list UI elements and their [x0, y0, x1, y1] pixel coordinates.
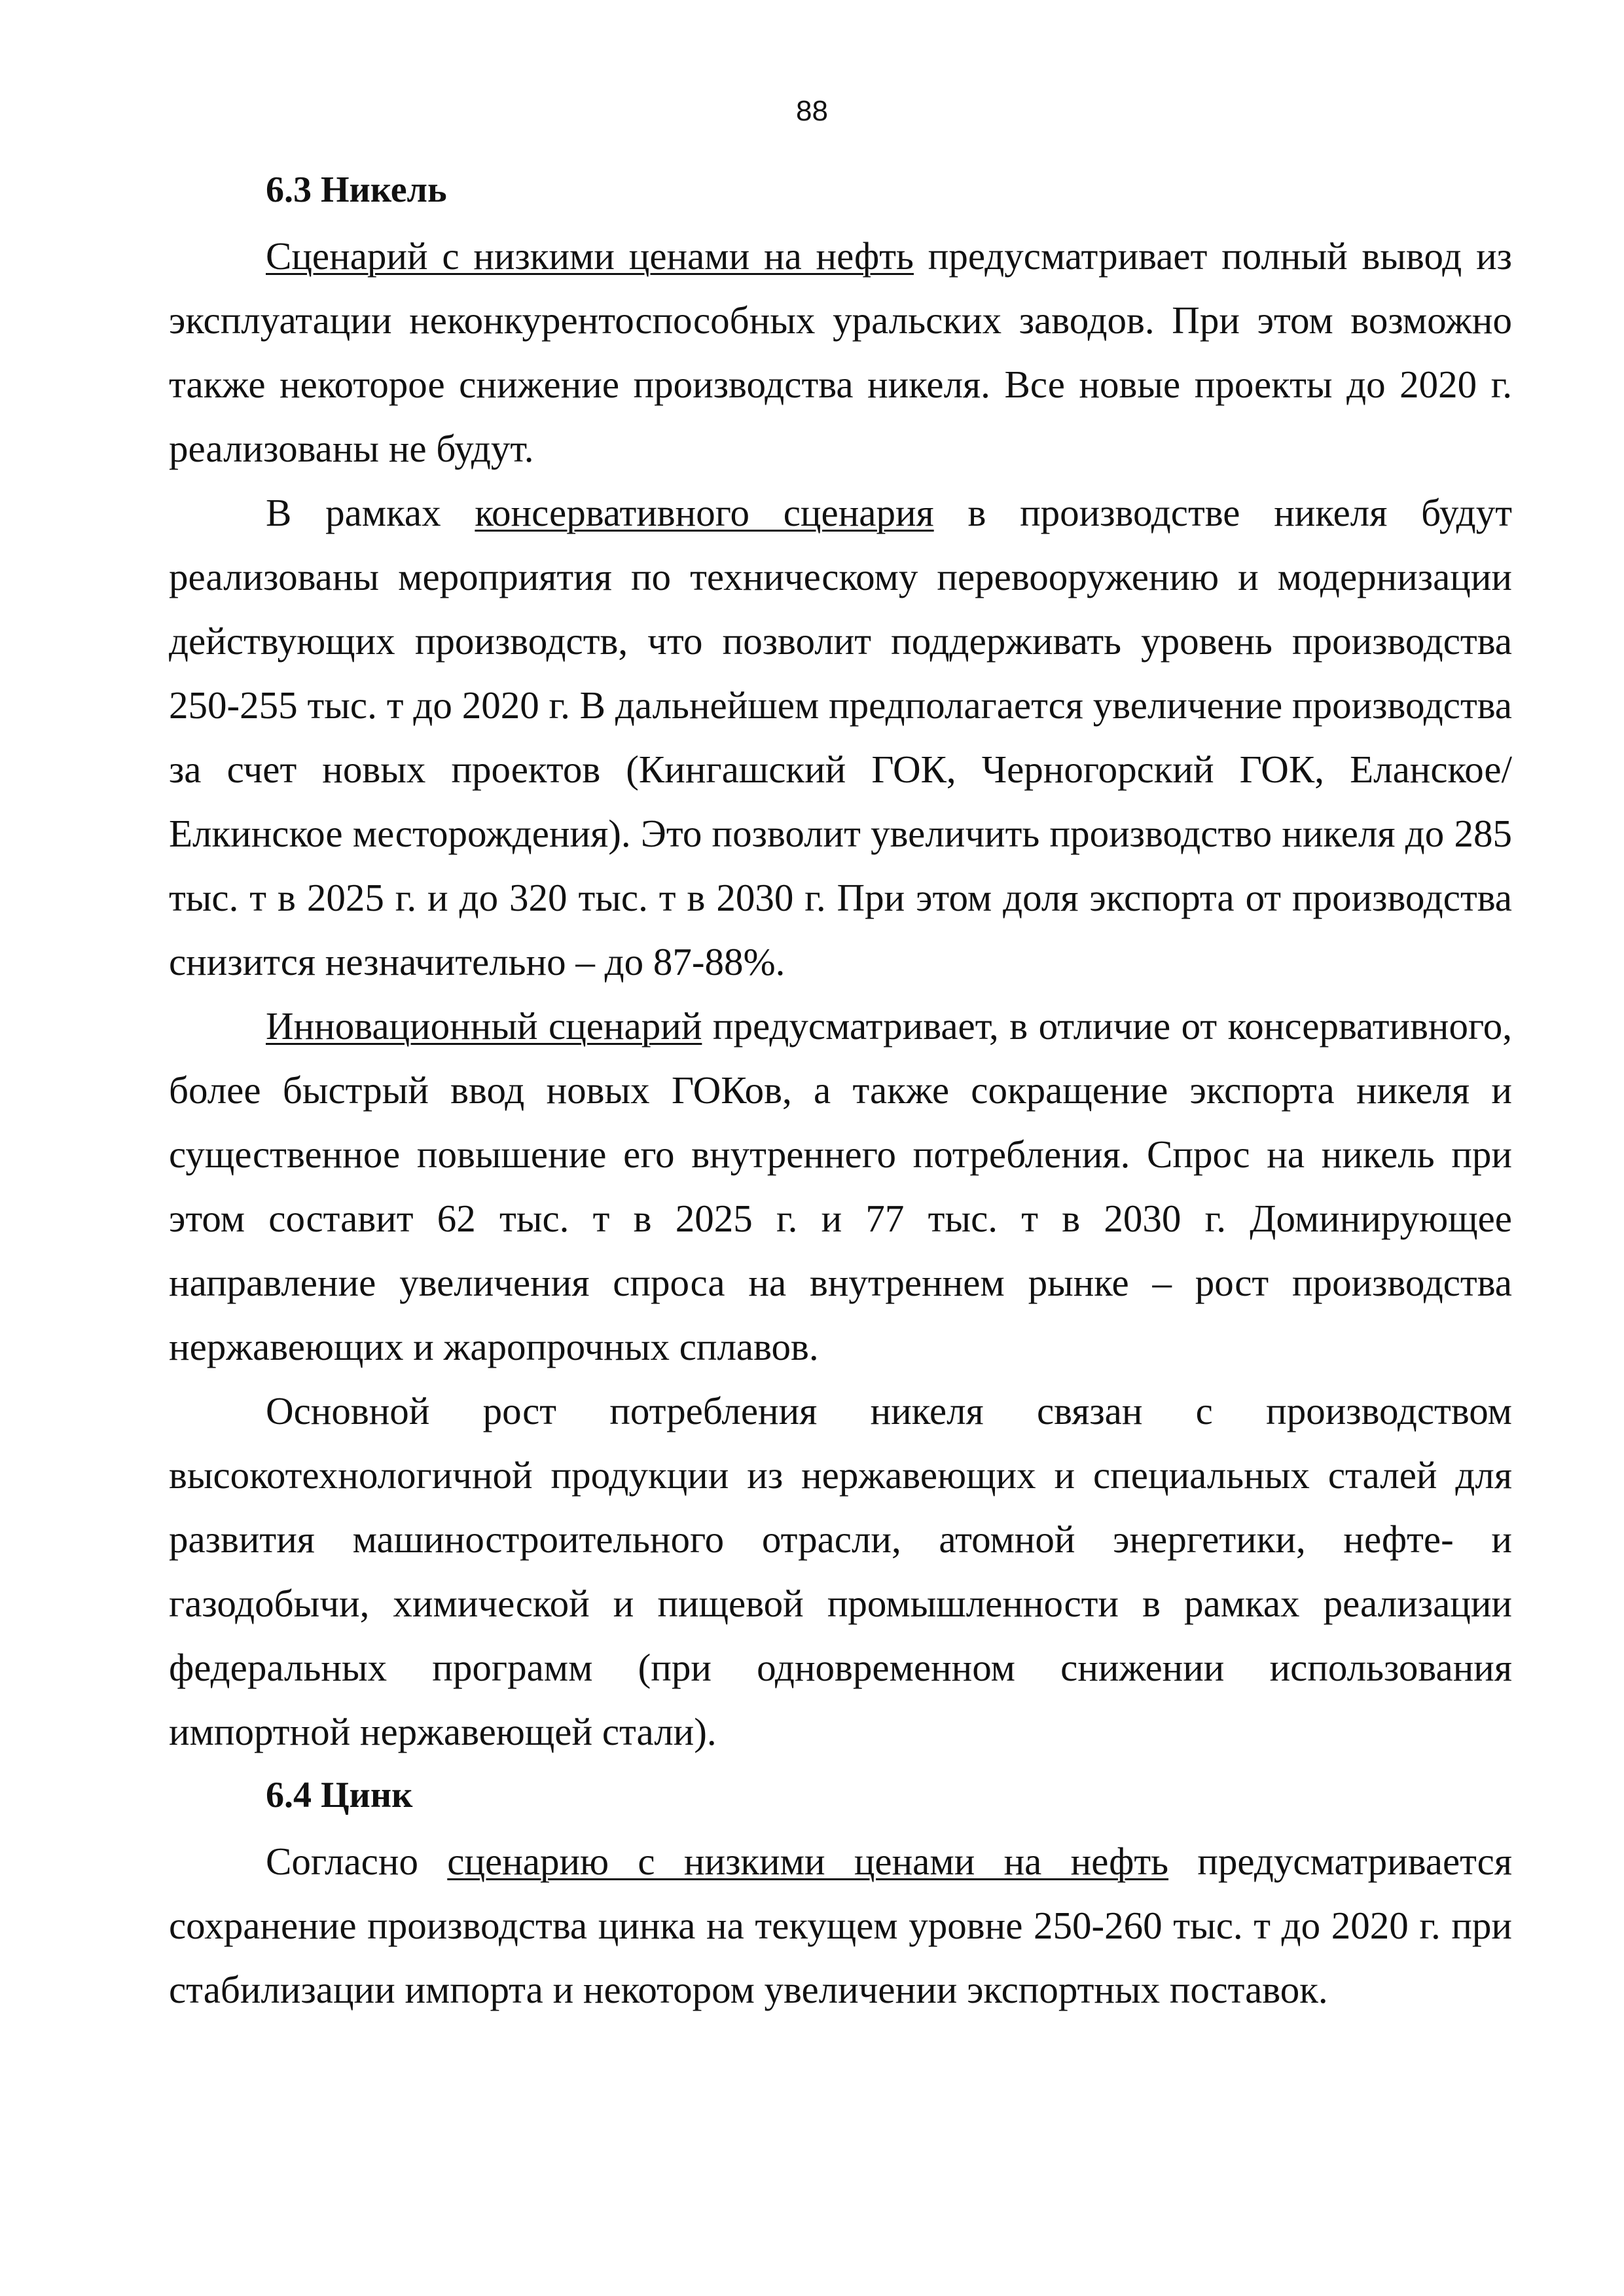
paragraph-text: в производстве никеля будут реализованы мероприятия по техническому перевооружению и модернизации действующих производств, что позволит поддерживать уровень производства 250-255 тыс. т до 2020 г. В дальнейшем предполагается увеличение производства за счет новых проектов (Кингашский ГОК, Черногорский ГОК, Еланское/Елкинское месторождения). Это позволит увеличить производство никеля до 285 тыс. т в 2025 г. и до 320 тыс. т в 2030 г. При этом доля экспорта от производства снизится незначительно – до 87-88%. — [169, 491, 1512, 983]
paragraph-nickel-innovation — [169, 994, 1512, 1379]
paragraph-nickel-consumption: Основной рост потребления никеля связан с производством высокотехнологичной продукции из нержавеющих и специальных сталей для развития машиностроительного отрасли, атомной энергетики, нефте- и газодобычи, химической и пищевой промышленности в рамках реализации федеральных программ (при одновременном снижении использования импортной нержавеющей стали). — [169, 1389, 1512, 1753]
section-heading-nickel: 6.3 Никель — [266, 170, 447, 210]
page-number: 88 — [796, 95, 828, 127]
paragraph-nickel-low-oil — [169, 224, 1512, 481]
paragraph-text: предусматривает полный вывод из эксплуатации неконкурентоспособных уральских заводов. При этом возможно также некоторое снижение производства никеля. Все новые проекты до 2020 г. реализованы не будут. — [169, 234, 1512, 470]
paragraph-text: предусматривается сохранение производства цинка на текущем уровне 250-260 тыс. т до 2020 г. при стабилизации импорта и некотором увеличении экспортных поставок. — [169, 1840, 1512, 2011]
underlined-term-low-oil-scenario: Сценарий с низкими ценами на нефть — [266, 234, 914, 278]
underlined-term-zinc-low-oil-scenario: сценарию с низкими ценами на нефть — [447, 1840, 1169, 1883]
section-heading-zinc: 6.4 Цинк — [266, 1775, 413, 1815]
underlined-term-innovation-scenario: Инновационный сценарий — [266, 1004, 702, 1048]
paragraph-text-prefix: Согласно — [266, 1840, 448, 1883]
paragraph-text-prefix: В рамках — [266, 491, 475, 534]
paragraph-nickel-conservative — [169, 481, 1512, 994]
underlined-term-conservative-scenario: консервативного сценария — [475, 491, 934, 534]
paragraph-text: предусматривает, в отличие от консервативного, более быстрый ввод новых ГОКов, а также сокращение экспорта никеля и существенное повышение его внутреннего потребления. Спрос на никель при этом составит 62 тыс. т в 2025 г. и 77 тыс. т в 2030 г. Доминирующее направление увеличения спроса на внутреннем рынке – рост производства нержавеющих и жаропрочных сплавов. — [169, 1004, 1512, 1368]
paragraph-zinc-low-oil — [169, 1829, 1512, 2022]
page-content — [169, 164, 1512, 2022]
